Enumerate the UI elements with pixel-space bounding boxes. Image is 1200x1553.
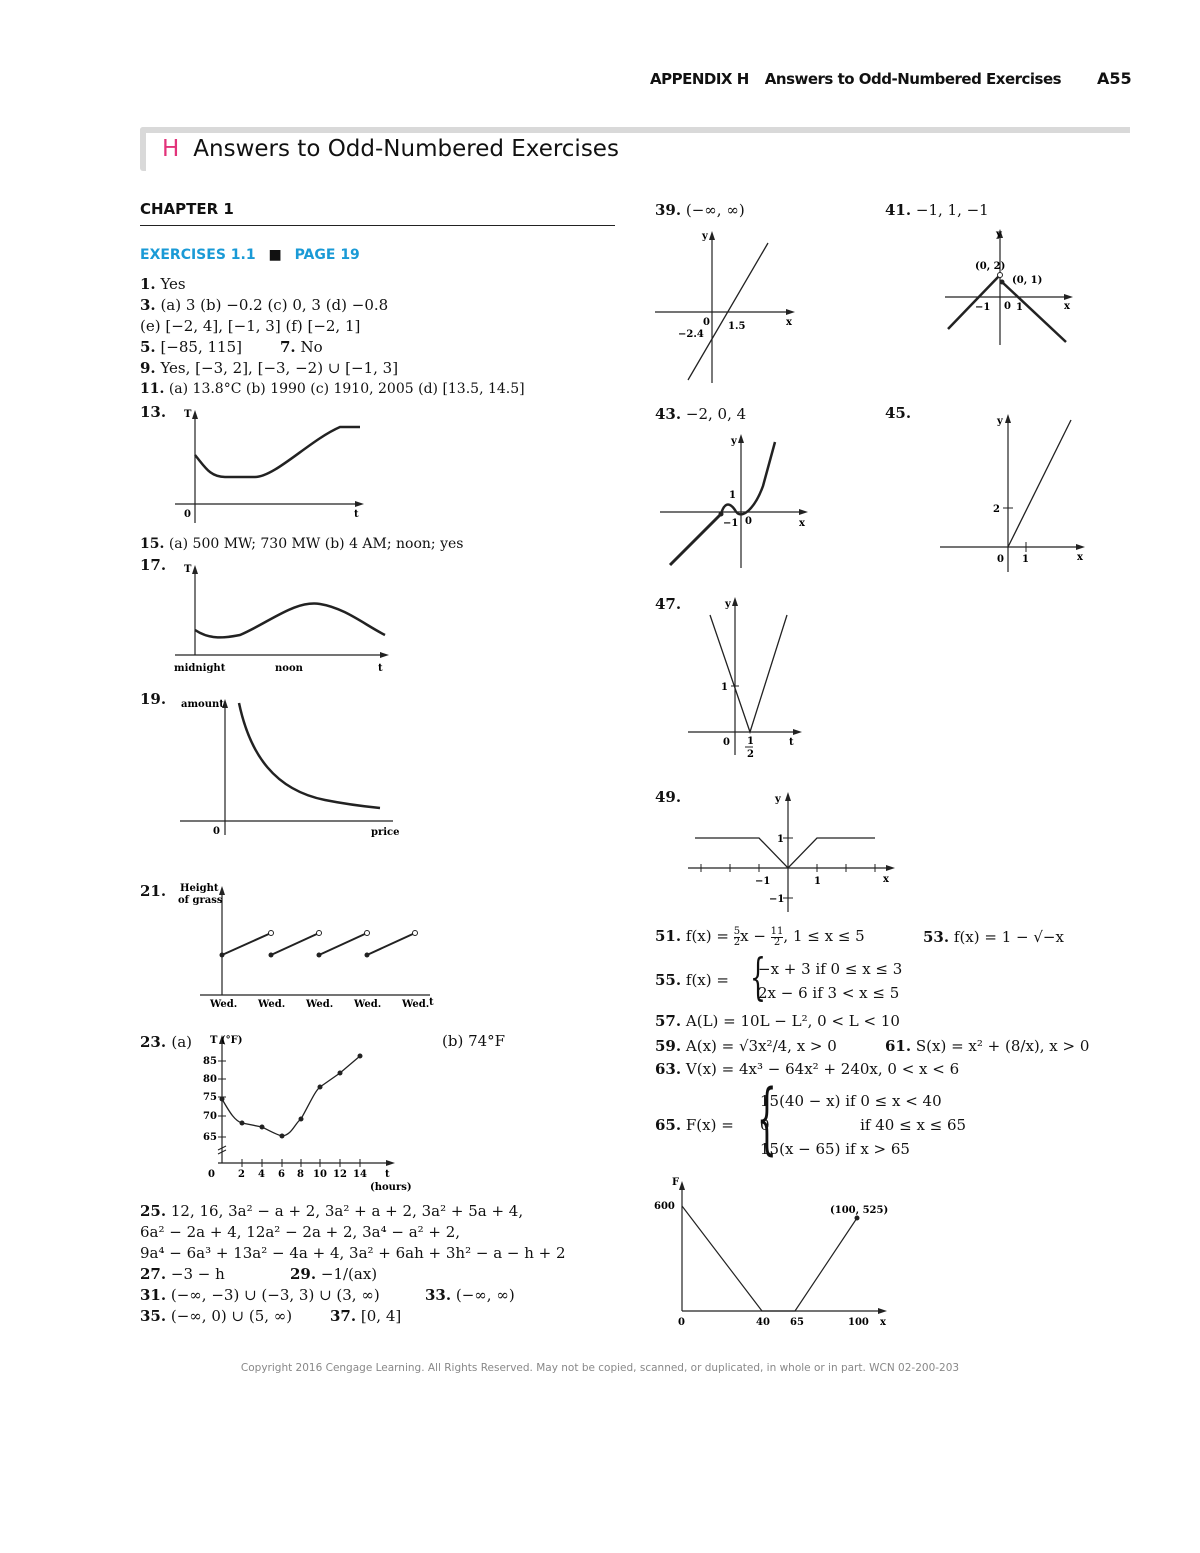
page-title [162, 136, 619, 162]
answer-35: 35. (−∞, 0) ∪ (5, ∞) [140, 1307, 293, 1325]
svg-text:1.5: 1.5 [728, 321, 746, 332]
svg-text:0: 0 [184, 509, 191, 520]
svg-text:F: F [672, 1177, 680, 1188]
svg-text:0: 0 [703, 317, 710, 328]
svg-text:8: 8 [297, 1169, 304, 1180]
svg-text:100: 100 [848, 1317, 869, 1328]
svg-text:y: y [997, 416, 1003, 427]
answer-37: 37. [0, 4] [330, 1307, 402, 1325]
svg-text:1: 1 [721, 682, 728, 693]
svg-text:6: 6 [278, 1169, 285, 1180]
svg-text:2: 2 [747, 749, 754, 760]
svg-text:14: 14 [353, 1169, 367, 1180]
label-47: 47. [655, 595, 682, 613]
svg-text:65: 65 [203, 1132, 217, 1143]
label-45: 45. [885, 404, 912, 422]
chapter-rule [140, 225, 615, 226]
svg-text:1: 1 [729, 490, 736, 501]
graph-41 [940, 225, 1080, 350]
svg-text:x: x [1064, 301, 1070, 312]
answer-31: 31. (−∞, −3) ∪ (−3, 3) ∪ (3, ∞) [140, 1286, 380, 1304]
svg-text:0: 0 [997, 554, 1004, 565]
answer-9: 9. Yes, [−3, 2], [−3, −2) ∪ [−1, 3] [140, 359, 399, 377]
svg-text:600: 600 [654, 1201, 675, 1212]
svg-text:(0, 2): (0, 2) [975, 261, 1006, 272]
svg-text:65: 65 [790, 1317, 804, 1328]
svg-text:−1: −1 [769, 894, 785, 905]
svg-text:0: 0 [213, 826, 220, 837]
svg-text:Wed.: Wed. [306, 999, 334, 1010]
graph-43 [655, 430, 815, 570]
svg-text:−1: −1 [975, 302, 991, 313]
exercises-label: EXERCISES 1.1 [140, 247, 256, 263]
answer-25: 25. 12, 16, 3a² − a + 2, 3a² + a + 2, 3a² + 5a + 4, [140, 1202, 524, 1220]
answer-55: 55. f(x) = [655, 971, 729, 989]
answer-55-case2: 2x − 6 if 3 < x ≤ 5 [758, 984, 900, 1002]
answer-11: 11. (a) 13.8°C (b) 1990 (c) 1910, 2005 (d) [13.5, 14.5] [140, 381, 525, 397]
title-text: Answers to Odd-Numbered Exercises [193, 136, 619, 162]
svg-text:of grass: of grass [178, 895, 223, 906]
appendix-letter: H [162, 136, 180, 162]
svg-text:85: 85 [203, 1056, 217, 1067]
answer-7: 7. No [280, 338, 323, 356]
graph-45 [935, 412, 1090, 577]
graph-39 [650, 225, 800, 385]
svg-text:Wed.: Wed. [354, 999, 382, 1010]
answer-65-case1: 15(40 − x) if 0 ≤ x < 40 [760, 1092, 942, 1110]
svg-text:40: 40 [756, 1317, 770, 1328]
title-bar-side [140, 127, 146, 171]
svg-text:1: 1 [777, 834, 784, 845]
svg-text:0: 0 [745, 516, 752, 527]
answer-27: 27. −3 − h [140, 1265, 225, 1283]
appendix-label: APPENDIX H [650, 70, 749, 88]
svg-text:y: y [996, 229, 1002, 240]
answer-57: 57. A(L) = 10L − L², 0 < L < 10 [655, 1012, 900, 1030]
answer-63: 63. V(x) = 4x³ − 64x² + 240x, 0 < x < 6 [655, 1060, 960, 1078]
svg-text:0: 0 [208, 1169, 215, 1180]
graph-13 [170, 405, 370, 525]
copyright-footer: Copyright 2016 Cengage Learning. All Rights Reserved. May not be copied, scanned, or duplicated, in whole or in part. WCN 02-200-203 [240, 1362, 960, 1374]
graph-23 [200, 1033, 410, 1193]
answer-51: 51. f(x) = $\frac{5}{2}$ x − $\frac{11}{2}$ , 1 ≤ x ≤ 5 [655, 925, 865, 948]
svg-text:2: 2 [238, 1169, 245, 1180]
svg-text:12: 12 [333, 1169, 347, 1180]
label-19: 19. [140, 690, 167, 708]
svg-text:(hours): (hours) [370, 1182, 412, 1193]
svg-text:0: 0 [678, 1317, 685, 1328]
chapter-heading: CHAPTER 1 [140, 200, 234, 218]
svg-text:70: 70 [203, 1111, 217, 1122]
answer-3: 3. (a) 3 (b) −0.2 (c) 0, 3 (d) −0.8 [140, 296, 389, 314]
svg-text:t: t [385, 1169, 390, 1180]
answer-39: 39. (−∞, ∞) [655, 201, 745, 219]
svg-text:1: 1 [1022, 554, 1029, 565]
answer-33: 33. (−∞, ∞) [425, 1286, 515, 1304]
separator-square: ■ [268, 247, 282, 263]
svg-text:noon: noon [275, 663, 303, 674]
running-header [650, 70, 1061, 88]
svg-text:x: x [883, 874, 889, 885]
svg-text:T (°F): T (°F) [210, 1035, 243, 1046]
graph-17 [170, 560, 390, 680]
answer-53: 53. f(x) = 1 − √−x [923, 928, 1064, 946]
svg-text:t: t [378, 663, 383, 674]
svg-text:midnight: midnight [174, 663, 226, 674]
svg-text:y: y [731, 436, 737, 447]
svg-text:t: t [354, 509, 359, 520]
answer-25-cont1: 6a² − 2a + 4, 12a² − 2a + 2, 3a⁴ − a² + 2, [140, 1223, 461, 1241]
answer-5: 5. [−85, 115] [140, 338, 242, 356]
graph-65 [650, 1175, 900, 1335]
answer-25-cont2: 9a⁴ − 6a³ + 13a² − 4a + 4, 3a² + 6ah + 3h² − a − h + 2 [140, 1244, 566, 1262]
label-49: 49. [655, 788, 682, 806]
exercises-page: PAGE 19 [294, 247, 360, 263]
svg-text:−1: −1 [755, 876, 771, 887]
svg-text:x: x [880, 1317, 886, 1328]
svg-text:y: y [775, 794, 781, 805]
page-number: A55 [1097, 69, 1132, 88]
svg-text:−2.4: −2.4 [678, 329, 704, 340]
answer-61: 61. S(x) = x² + (8/x), x > 0 [885, 1037, 1090, 1055]
svg-text:1: 1 [747, 736, 754, 747]
svg-text:t: t [429, 997, 434, 1008]
answer-41: 41. −1, 1, −1 [885, 201, 989, 219]
answer-65-case3: 15(x − 65) if x > 65 [760, 1140, 910, 1158]
svg-text:amount: amount [181, 699, 224, 710]
svg-text:Wed.: Wed. [210, 999, 238, 1010]
svg-text:Wed.: Wed. [402, 999, 430, 1010]
svg-text:80: 80 [203, 1074, 217, 1085]
svg-text:0: 0 [723, 737, 730, 748]
svg-text:T: T [184, 409, 192, 420]
svg-text:t: t [789, 737, 794, 748]
answer-29: 29. −1/(ax) [290, 1265, 378, 1283]
svg-text:(100, 525): (100, 525) [830, 1205, 889, 1216]
svg-text:2: 2 [993, 504, 1000, 515]
svg-text:T: T [184, 564, 192, 575]
answer-65: 65. F(x) = [655, 1116, 734, 1134]
svg-text:y: y [725, 599, 731, 610]
svg-text:Wed.: Wed. [258, 999, 286, 1010]
brace-65: { [756, 1074, 777, 1164]
answer-23b: (b) 74°F [442, 1032, 506, 1050]
answer-59: 59. A(x) = √3x²/4, x > 0 [655, 1037, 837, 1055]
svg-text:price: price [371, 827, 400, 838]
answer-65-case2: 0 if 40 ≤ x ≤ 65 [760, 1116, 967, 1134]
svg-text:x: x [1077, 552, 1083, 563]
exercises-heading [140, 247, 360, 263]
label-23: 23. (a) [140, 1033, 192, 1051]
graph-47 [685, 595, 810, 765]
svg-text:y: y [702, 231, 708, 242]
svg-text:0: 0 [1004, 301, 1011, 312]
answer-1: 1. Yes [140, 275, 186, 293]
svg-text:1: 1 [1016, 302, 1023, 313]
svg-text:(0, 1): (0, 1) [1012, 275, 1043, 286]
label-13: 13. [140, 403, 167, 421]
label-21: 21. [140, 882, 167, 900]
graph-49 [685, 790, 900, 915]
graph-19 [175, 695, 405, 840]
answer-3-cont: (e) [−2, 4], [−1, 3] (f) [−2, 1] [140, 317, 361, 335]
svg-text:75: 75 [203, 1092, 217, 1103]
answer-15: 15. (a) 500 MW; 730 MW (b) 4 AM; noon; yes [140, 536, 464, 552]
label-17: 17. [140, 556, 167, 574]
svg-text:x: x [799, 518, 805, 529]
svg-text:1: 1 [814, 876, 821, 887]
svg-text:−1: −1 [723, 518, 739, 529]
section-label: Answers to Odd-Numbered Exercises [764, 70, 1062, 88]
svg-text:4: 4 [258, 1169, 265, 1180]
title-bar [140, 127, 1130, 133]
svg-text:Height: Height [180, 883, 219, 894]
graph-21 [175, 885, 435, 1010]
brace-55: { [749, 948, 766, 1006]
svg-text:10: 10 [313, 1169, 327, 1180]
answer-43: 43. −2, 0, 4 [655, 405, 747, 423]
svg-text:x: x [786, 317, 792, 328]
answer-55-case1: −x + 3 if 0 ≤ x ≤ 3 [758, 960, 903, 978]
